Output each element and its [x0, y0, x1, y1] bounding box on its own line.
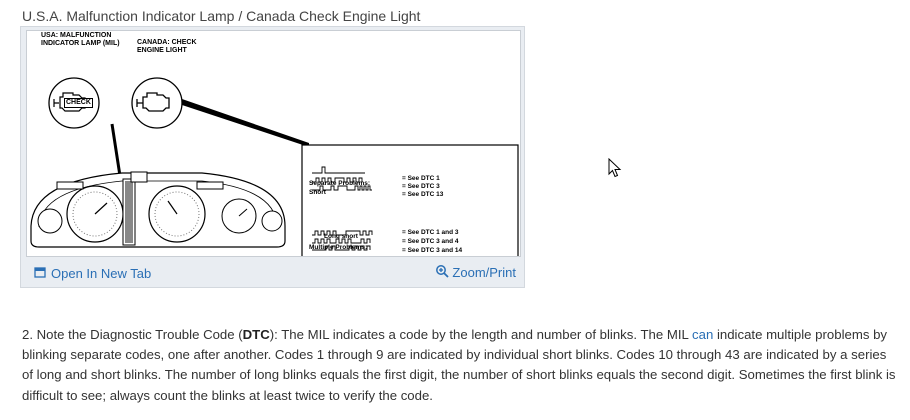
check-lamp-text: CHECK [66, 99, 91, 106]
dtc-multiple-3: = See DTC 3 and 14 [402, 247, 463, 254]
diagram-image[interactable] [26, 30, 521, 257]
dtc-multiple-2: = See DTC 3 and 4 [402, 238, 459, 245]
paragraph-after-dtc: ): The MIL indicates a code by the length and number of blinks. The MIL [269, 327, 693, 342]
separate-problems-header: Separate Problems: [309, 180, 371, 187]
instrument-cluster-drawing [27, 31, 521, 257]
figure-container [20, 26, 525, 288]
dtc-separate-3: = See DTC 13 [402, 191, 444, 198]
zoom-print-label: Zoom/Print [452, 265, 516, 280]
canada-label: CANADA: CHECK ENGINE LIGHT [137, 39, 197, 54]
figure-footer [21, 257, 524, 289]
short-header: Short [309, 189, 326, 196]
dtc-multiple-1: = See DTC 1 and 3 [402, 229, 459, 236]
mouse-pointer-icon [608, 158, 622, 183]
open-in-new-tab-link[interactable] [34, 266, 151, 281]
dtc-separate-2: = See DTC 3 [402, 183, 440, 190]
open-in-new-tab-label: Open In New Tab [51, 266, 152, 281]
can-link[interactable]: can [692, 327, 714, 342]
zoom-print-link[interactable] [435, 264, 516, 281]
dtc-separate-1: = See DTC 1 [402, 175, 440, 182]
external-window-icon [34, 266, 46, 281]
paragraph-prefix: 2. Note the Diagnostic Trouble Code ( [22, 327, 243, 342]
paragraph-rest: indicate multiple problems by blinking separate codes, one after another. Codes 1 through 9 are indicated by individual short blinks. Codes 10 through 43 are indicated by a series of long and short blinks. The number of long blinks equals the first digit, the number of short blinks equals the second digit. Sometimes the first blink is difficult to see; always count the blinks at least twice to verify the code. [22, 327, 896, 403]
dtc-bold-text: DTC [242, 327, 270, 342]
instruction-paragraph [22, 325, 900, 406]
usa-label: USA: MALFUNCTION INDICATOR LAMP (MIL) [41, 32, 120, 47]
multiple-problems-header: Multiple Problems: [309, 244, 368, 251]
magnifier-icon [435, 264, 449, 281]
long-short-header: Long short [324, 233, 358, 240]
figure-title: U.S.A. Malfunction Indicator Lamp / Canada Check Engine Light [22, 8, 421, 24]
